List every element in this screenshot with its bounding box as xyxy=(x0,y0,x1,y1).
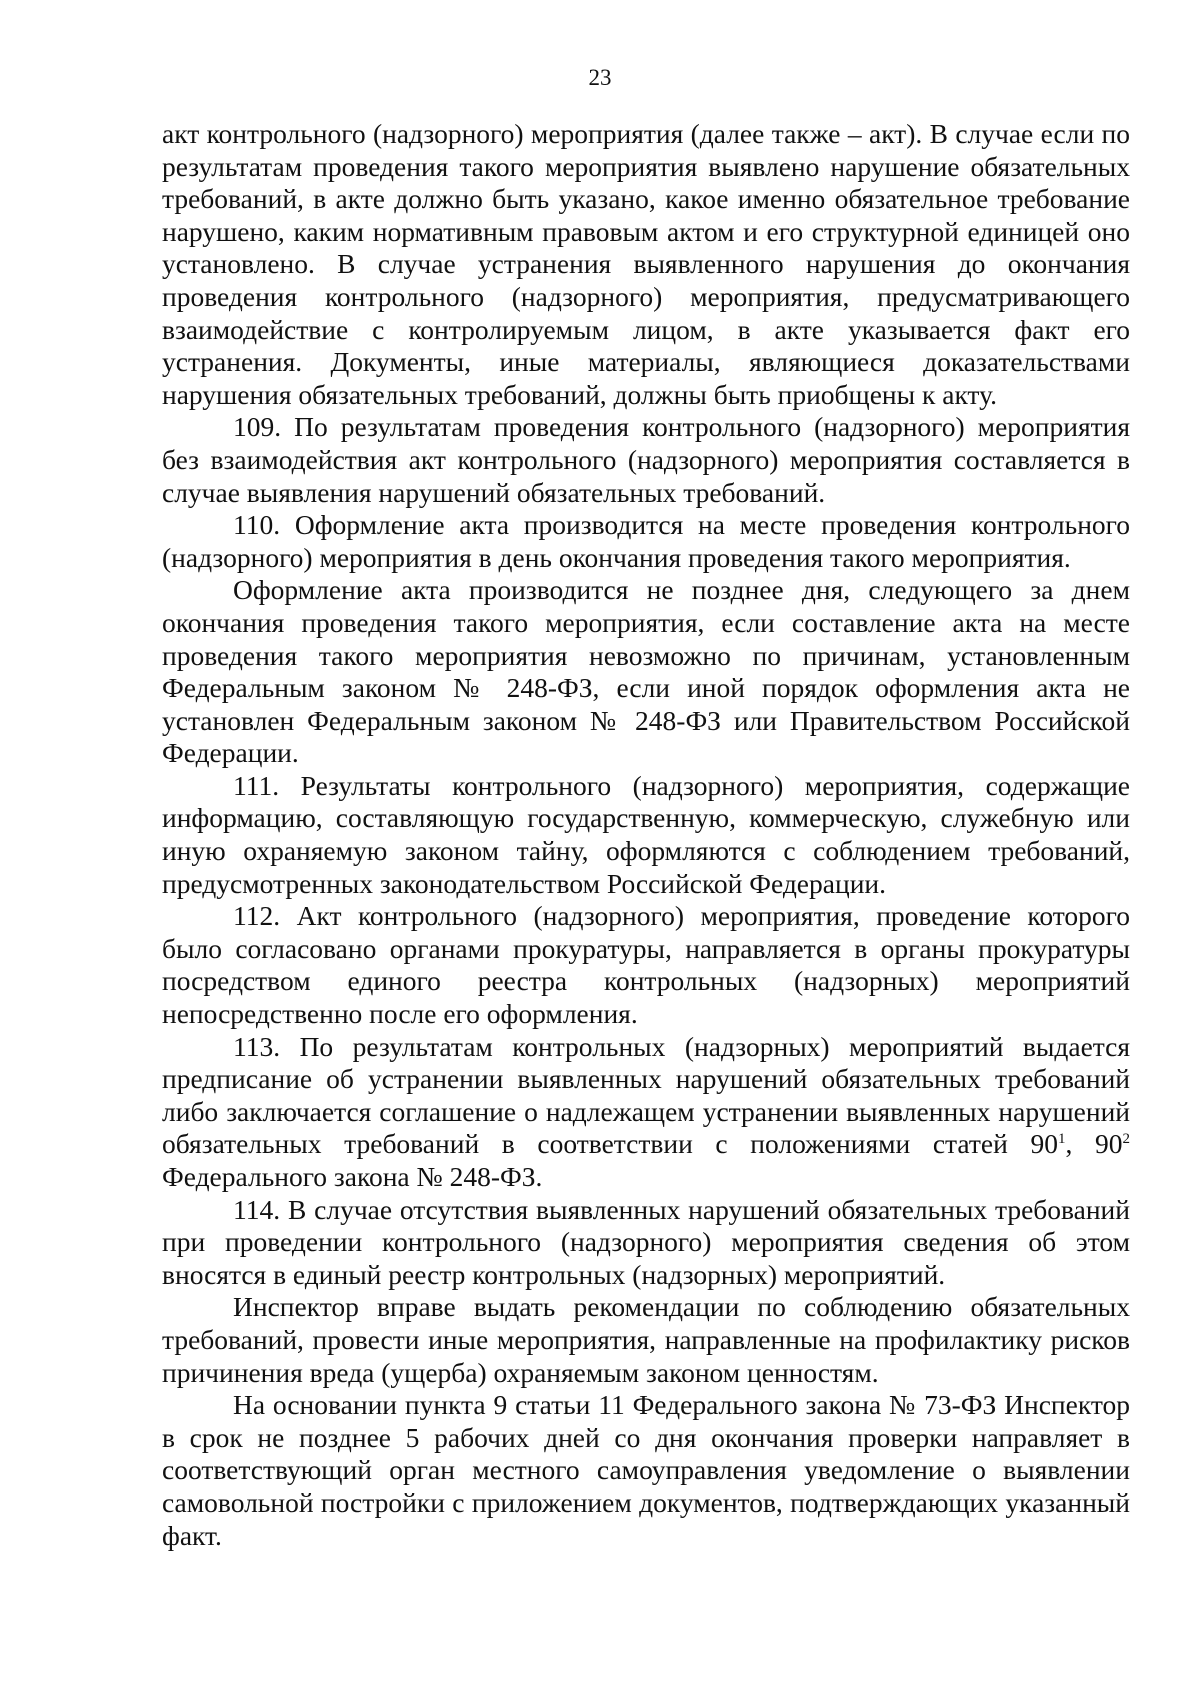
paragraph-110-deadline: Оформление акта производится не позднее дня, следующего за днем окончания проведения такого мероприятия, если составление акта на месте проведения такого мероприятия невозможно по причинам, установленным Федеральным законом № 248-ФЗ, если иной порядок оформления акта не установлен Федеральным законом № 248-ФЗ или Правительством Российской Федерации. xyxy=(162,574,1130,769)
superscript-one: 1 xyxy=(1057,1131,1066,1148)
paragraph-113 xyxy=(162,1031,1130,1194)
paragraph-113-text-middle: , 90 xyxy=(1065,1128,1123,1160)
page-number: 23 xyxy=(588,65,612,90)
paragraph-unauthorized-construction: На основании пункта 9 статьи 11 Федерального закона № 73-ФЗ Инспектор в срок не позднее 5 рабочих дней со дня окончания проверки направляет в соответствующий орган местного самоуправления уведомление о выявлении самовольной постройки с приложением документов, подтверждающих указанный факт. xyxy=(162,1389,1130,1551)
paragraph-111: 111. Результаты контрольного (надзорного) мероприятия, содержащие информацию, составляющую государственную, коммерческую, служебную или иную охраняемую законом тайну, оформляются с соблюдением требований, предусмотренных законодательством Российской Федерации. xyxy=(162,769,1130,899)
paragraph-114: 114. В случае отсутствия выявленных нарушений обязательных требований при проведении контрольного (надзорного) мероприятия сведения об этом вносятся в единый реестр контрольных (надзорных) мероприятий. xyxy=(162,1193,1130,1290)
paragraph-113-text-before: 113. По результатам контрольных (надзорных) мероприятий выдается предписание об устранении выявленных нарушений обязательных требований либо заключается соглашение о надлежащем устранении выявленных нарушений обязательных требований в соответствии с положениями статей 90 xyxy=(162,1030,1130,1160)
paragraph-act-continuation: акт контрольного (надзорного) мероприятия (далее также – акт). В случае если по результатам проведения такого мероприятия выявлено нарушение обязательных требований, в акте должно быть указано, какое именно обязательное требование нарушено, каким нормативным правовым актом и его структурной единицей оно установлено. В случае устранения выявленного нарушения до окончания проведения контрольного (надзорного) мероприятия, предусматривающего взаимодействие с контролируемым лицом, в акте указывается факт его устранения. Документы, иные материалы, являющиеся доказательствами нарушения обязательных требований, должны быть приобщены к акту. xyxy=(162,118,1130,410)
superscript-two: 2 xyxy=(1122,1131,1130,1148)
paragraph-109: 109. По результатам проведения контрольного (надзорного) мероприятия без взаимодействия акт контрольного (надзорного) мероприятия составляется в случае выявления нарушений обязательных требований. xyxy=(162,411,1130,508)
paragraph-inspector-recommendations: Инспектор вправе выдать рекомендации по соблюдению обязательных требований, провести иные мероприятия, направленные на профилактику рисков причинения вреда (ущерба) охраняемым законом ценностям. xyxy=(162,1291,1130,1388)
document-body xyxy=(162,118,1130,1552)
paragraph-113-text-after: Федерального закона № 248-ФЗ. xyxy=(162,1161,543,1192)
paragraph-112: 112. Акт контрольного (надзорного) мероприятия, проведение которого было согласовано органами прокуратуры, направляется в органы прокуратуры посредством единого реестра контрольных (надзорных) мероприятий непосредственно после его оформления. xyxy=(162,900,1130,1030)
paragraph-110: 110. Оформление акта производится на месте проведения контрольного (надзорного) мероприятия в день окончания проведения такого мероприятия. xyxy=(162,509,1130,573)
